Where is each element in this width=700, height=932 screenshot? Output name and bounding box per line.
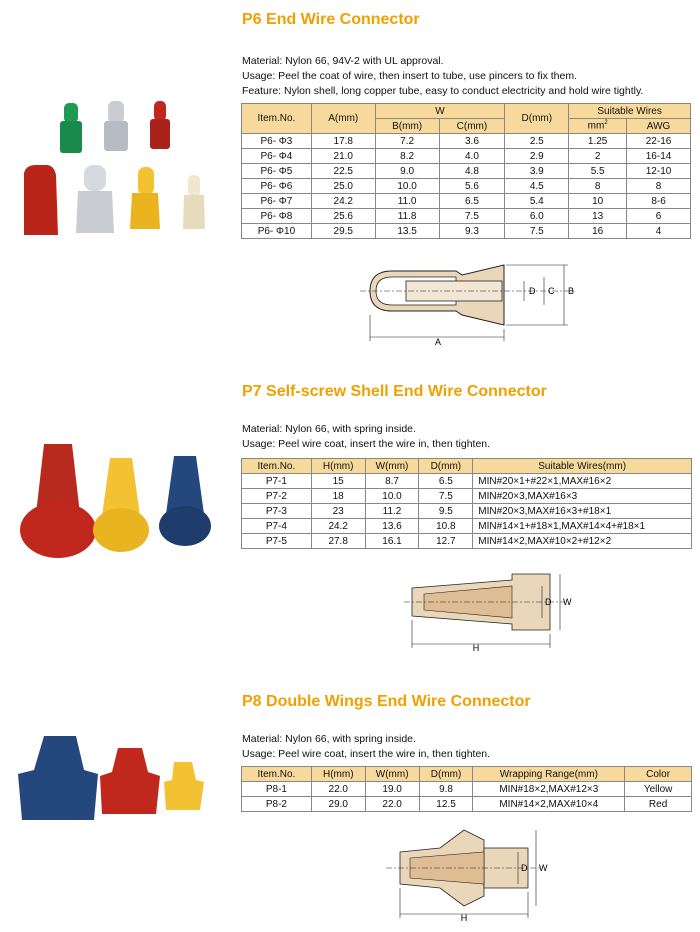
p6-dim-a: A xyxy=(434,337,442,345)
yellow-connector xyxy=(130,167,160,229)
p6-table-cell: 17.8 xyxy=(311,134,375,149)
p7-table-cell: P7-3 xyxy=(242,504,312,519)
red-connector-large xyxy=(24,165,58,235)
p6-material: Material: Nylon 66, 94V-2 with UL approval. xyxy=(242,55,444,67)
p6-connector-outline xyxy=(360,265,576,325)
p7-table-row xyxy=(242,504,692,519)
p7-table-cell: 24.2 xyxy=(311,519,365,534)
p6-table-cell: 21.0 xyxy=(311,149,375,164)
p7-table-cell: MIN#14×1+#18×1,MAX#14×4+#18×1 xyxy=(473,519,692,534)
p7-dim-d: D xyxy=(545,597,552,607)
p8-material: Material: Nylon 66, with spring inside. xyxy=(242,733,416,745)
p6-spec-table xyxy=(241,103,691,239)
p7-dimension-diagram xyxy=(404,570,584,652)
p6-table-cell: 5.6 xyxy=(439,179,505,194)
p7-dim-w: W xyxy=(563,597,572,607)
p6-table-cell: 6.0 xyxy=(505,209,569,224)
p8-table-cell: 9.8 xyxy=(419,782,473,797)
p6-col-c: C(mm) xyxy=(439,119,505,134)
p7-col-d: D(mm) xyxy=(419,459,473,474)
p8-product-photo xyxy=(14,730,224,826)
yellow-screw-connector xyxy=(93,458,149,552)
p6-table-cell: 2.9 xyxy=(505,149,569,164)
p8-col-h: H(mm) xyxy=(311,767,365,782)
p7-table-cell: MIN#20×3,MAX#16×3+#18×1 xyxy=(473,504,692,519)
p8-spec-table xyxy=(241,766,692,812)
p6-table-cell: 4 xyxy=(627,224,691,239)
p6-col-a: A(mm) xyxy=(311,104,375,134)
red-connector-small xyxy=(150,101,170,149)
p8-table-cell: P8-1 xyxy=(242,782,312,797)
p6-table-cell: P6- Φ10 xyxy=(242,224,312,239)
p8-table-row xyxy=(242,797,692,812)
p6-table-cell: 4.0 xyxy=(439,149,505,164)
p6-dim-c: C xyxy=(548,286,555,296)
p6-table-row xyxy=(242,194,691,209)
p6-table-cell: 13 xyxy=(569,209,627,224)
red-screw-connector xyxy=(20,444,96,558)
p6-table-cell: 4.5 xyxy=(505,179,569,194)
p6-table-cell: 1.25 xyxy=(569,134,627,149)
p7-table-cell: 9.5 xyxy=(419,504,473,519)
p6-table-cell: 7.5 xyxy=(505,224,569,239)
p7-table-row xyxy=(242,519,692,534)
p8-table-cell: 29.0 xyxy=(311,797,365,812)
p7-table-cell: 23 xyxy=(311,504,365,519)
p7-table-cell: 7.5 xyxy=(419,489,473,504)
p6-table-cell: 5.4 xyxy=(505,194,569,209)
p7-table-cell: 8.7 xyxy=(365,474,419,489)
p6-usage: Usage: Peel the coat of wire, then insert to tube, use pincers to fix them. xyxy=(242,70,578,82)
p7-description xyxy=(242,422,490,452)
p6-table-row xyxy=(242,179,691,194)
p6-table-cell: P6- Φ6 xyxy=(242,179,312,194)
p8-table-cell: MIN#18×2,MAX#12×3 xyxy=(473,782,625,797)
p8-dim-d: D xyxy=(521,863,528,873)
p7-table-cell: 12.7 xyxy=(419,534,473,549)
p8-table-cell: P8-2 xyxy=(242,797,312,812)
p6-table-cell: 2 xyxy=(569,149,627,164)
p8-col-w: W(mm) xyxy=(365,767,419,782)
p7-table-row xyxy=(242,534,692,549)
p6-table-cell: 22-16 xyxy=(627,134,691,149)
p6-table-row xyxy=(242,149,691,164)
p7-table-cell: 11.2 xyxy=(365,504,419,519)
p6-col-w: W xyxy=(375,104,505,119)
p6-dim-b: B xyxy=(568,286,575,296)
p6-table-cell: 8.2 xyxy=(375,149,439,164)
p7-product-photo xyxy=(14,434,224,564)
p7-table-cell: 13.6 xyxy=(365,519,419,534)
p7-connector-outline xyxy=(404,574,564,630)
yellow-winged-connector xyxy=(164,762,204,810)
p6-product-photo xyxy=(16,95,222,245)
p6-table-cell: 7.2 xyxy=(375,134,439,149)
p7-table-cell: 6.5 xyxy=(419,474,473,489)
p6-table-cell: 5.5 xyxy=(569,164,627,179)
p6-table-cell: 29.5 xyxy=(311,224,375,239)
p8-table-cell: Yellow xyxy=(625,782,692,797)
p8-table-cell: 22.0 xyxy=(311,782,365,797)
p7-col-h: H(mm) xyxy=(311,459,365,474)
p6-col-item: Item.No. xyxy=(242,104,312,134)
p6-feature: Feature: Nylon shell, long copper tube, easy to conduct electricity and hold wire tightly. xyxy=(242,85,644,97)
p7-table-cell: 10.8 xyxy=(419,519,473,534)
p6-table-cell: 9.0 xyxy=(375,164,439,179)
p6-table-cell: 16 xyxy=(569,224,627,239)
p6-table-cell: 25.6 xyxy=(311,209,375,224)
p6-table-row xyxy=(242,134,691,149)
p6-col-d: D(mm) xyxy=(505,104,569,134)
p8-table-cell: 12.5 xyxy=(419,797,473,812)
p6-table-cell: P6- Φ4 xyxy=(242,149,312,164)
p7-table-cell: 27.8 xyxy=(311,534,365,549)
p6-table-cell: 24.2 xyxy=(311,194,375,209)
red-winged-connector xyxy=(100,748,160,814)
p7-table-cell: MIN#20×1+#22×1,MAX#16×2 xyxy=(473,474,692,489)
p8-usage: Usage: Peel wire coat, insert the wire in, then tighten. xyxy=(242,748,491,760)
p6-table-cell: 9.3 xyxy=(439,224,505,239)
p7-col-suitable: Suitable Wires(mm) xyxy=(473,459,692,474)
p7-material: Material: Nylon 66, with spring inside. xyxy=(242,423,416,435)
p6-table-row xyxy=(242,164,691,179)
blue-winged-connector xyxy=(18,736,98,820)
blue-screw-connector xyxy=(159,456,211,546)
p6-table-row xyxy=(242,224,691,239)
p6-table-cell: 8 xyxy=(569,179,627,194)
p6-table-cell: 6 xyxy=(627,209,691,224)
p6-col-awg: AWG xyxy=(627,119,691,134)
p6-table-cell: 3.6 xyxy=(439,134,505,149)
p6-table-cell: 25.0 xyxy=(311,179,375,194)
p6-title: P6 End Wire Connector xyxy=(242,11,420,28)
p6-description xyxy=(242,54,643,99)
p7-col-item: Item.No. xyxy=(242,459,312,474)
p8-col-color: Color xyxy=(625,767,692,782)
p7-table-cell: 18 xyxy=(311,489,365,504)
p7-table-cell: MIN#14×2,MAX#10×2+#12×2 xyxy=(473,534,692,549)
p8-table-cell: 19.0 xyxy=(365,782,419,797)
p6-table-cell: 7.5 xyxy=(439,209,505,224)
p7-spec-table xyxy=(241,458,692,549)
p6-table-cell: 3.9 xyxy=(505,164,569,179)
p7-table-cell: 15 xyxy=(311,474,365,489)
p8-col-item: Item.No. xyxy=(242,767,312,782)
p7-table-cell: P7-5 xyxy=(242,534,312,549)
p6-table-cell: 10 xyxy=(569,194,627,209)
p7-table-cell: 16.1 xyxy=(365,534,419,549)
p8-table-cell: MIN#14×2,MAX#10×4 xyxy=(473,797,625,812)
clear-connector-large xyxy=(76,165,114,233)
p8-table-cell: Red xyxy=(625,797,692,812)
p6-col-b: B(mm) xyxy=(375,119,439,134)
p6-table-cell: 8-6 xyxy=(627,194,691,209)
p6-table-cell: 10.0 xyxy=(375,179,439,194)
p7-title: P7 Self-screw Shell End Wire Connector xyxy=(242,383,547,400)
p7-table-row xyxy=(242,489,692,504)
p6-table-cell: P6- Φ8 xyxy=(242,209,312,224)
p8-col-range: Wrapping Range(mm) xyxy=(473,767,625,782)
p6-table-cell: 11.0 xyxy=(375,194,439,209)
p6-table-cell: 22.5 xyxy=(311,164,375,179)
p6-table-cell: 11.8 xyxy=(375,209,439,224)
p7-col-w: W(mm) xyxy=(365,459,419,474)
p6-col-mm2: $mm^2$ xyxy=(569,119,627,134)
p8-table-cell: 22.0 xyxy=(365,797,419,812)
p7-table-cell: MIN#20×3,MAX#16×3 xyxy=(473,489,692,504)
p7-dim-h: H xyxy=(472,643,480,652)
p6-table-cell: 13.5 xyxy=(375,224,439,239)
p7-table-cell: P7-1 xyxy=(242,474,312,489)
p7-table-row xyxy=(242,474,692,489)
green-connector xyxy=(60,103,82,153)
p6-table-cell: 12-10 xyxy=(627,164,691,179)
p6-col-suitable: Suitable Wires xyxy=(569,104,691,119)
p6-table-cell: 6.5 xyxy=(439,194,505,209)
p8-col-d: D(mm) xyxy=(419,767,473,782)
clear-connector-small xyxy=(104,101,128,151)
p6-table-cell: P6- Φ5 xyxy=(242,164,312,179)
p8-connector-outline xyxy=(386,830,540,906)
p8-dim-h: H xyxy=(460,913,468,922)
p7-usage: Usage: Peel wire coat, insert the wire in, then tighten. xyxy=(242,438,491,450)
p7-table-cell: 10.0 xyxy=(365,489,419,504)
p8-description xyxy=(242,732,490,762)
cream-connector xyxy=(183,175,205,229)
p6-table-cell: 2.5 xyxy=(505,134,569,149)
p6-dimension-diagram xyxy=(356,255,586,345)
p6-table-row xyxy=(242,209,691,224)
p7-table-cell: P7-4 xyxy=(242,519,312,534)
p6-table-cell: P6- Φ7 xyxy=(242,194,312,209)
p8-title: P8 Double Wings End Wire Connector xyxy=(242,693,531,710)
p7-table-cell: P7-2 xyxy=(242,489,312,504)
p8-table-row xyxy=(242,782,692,797)
p8-dim-w: W xyxy=(539,863,548,873)
p6-table-cell: 4.8 xyxy=(439,164,505,179)
p6-table-cell: 16-14 xyxy=(627,149,691,164)
p6-table-cell: 8 xyxy=(627,179,691,194)
p6-dim-d: D xyxy=(529,286,536,296)
p8-dimension-diagram xyxy=(380,826,560,922)
p6-table-cell: P6- Φ3 xyxy=(242,134,312,149)
